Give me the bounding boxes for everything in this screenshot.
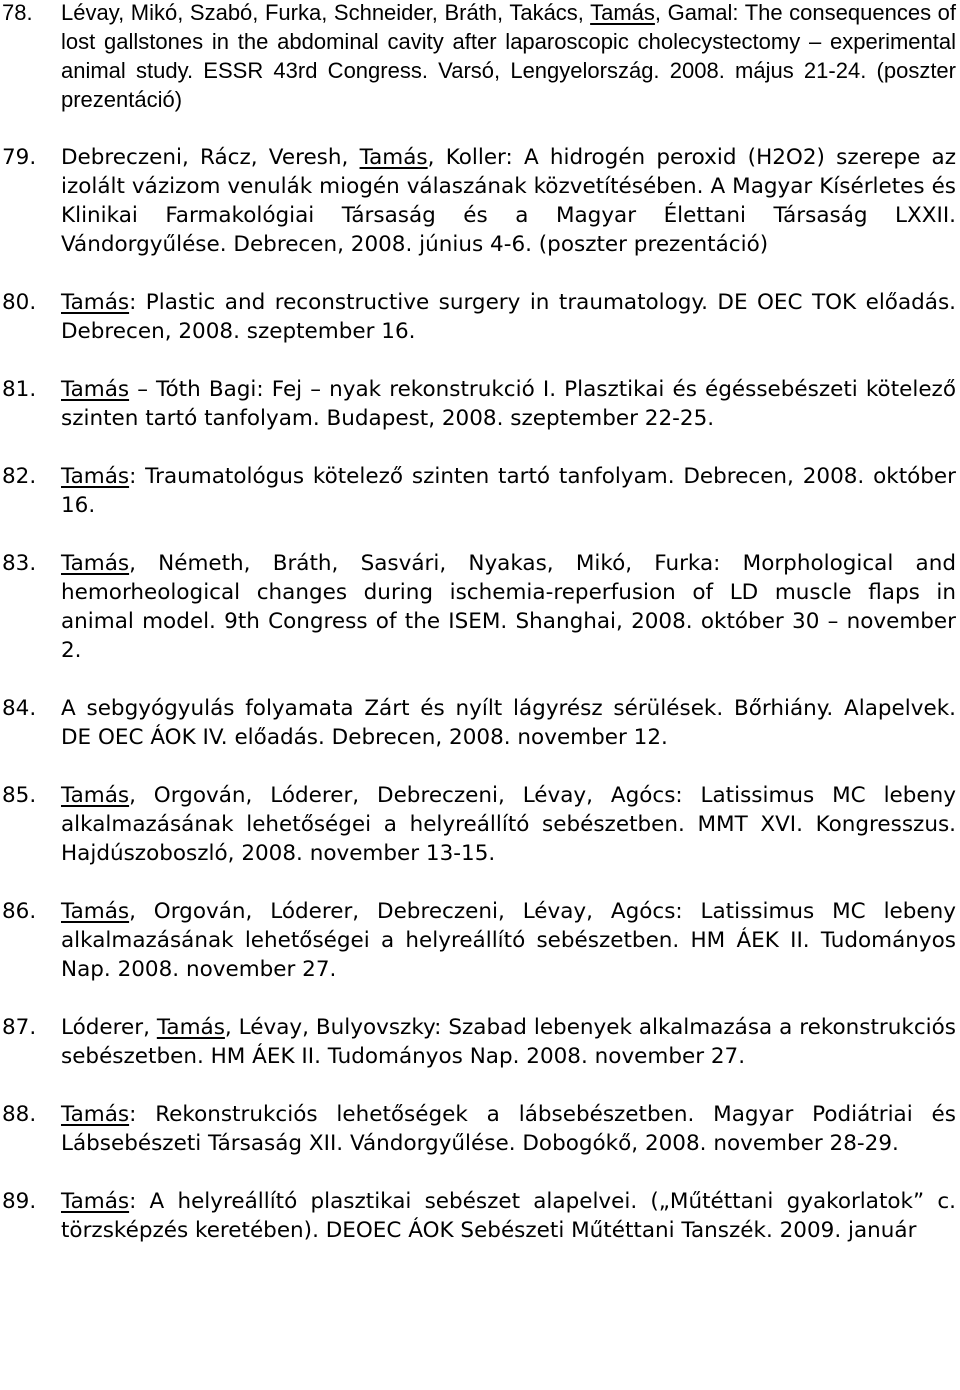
entry-text: , Koller: A hidrogén peroxid (H2O2) szerepe az izolált vázizom venulák miogén válaszának közvetítésében. A Magyar Kísérletes és Klinikai Farmakológiai Társaság és a Magyar Élettani Társaság LXXII. Vándorgyűlése. Debrecen, 2008. június 4-6. (poszter prezentáció): [61, 145, 956, 257]
author-name-underlined: Tamás: [61, 464, 130, 489]
entry-text: : A helyreállító plasztikai sebészet alapelvei. („Műtéttani gyakorlatok” c. törzsképzés keretében). DEOEC ÁOK Sebészeti Műtéttani Tanszék. 2009. január: [61, 1189, 956, 1243]
author-name-underlined: Tamás: [156, 1015, 225, 1040]
author-name-underlined: Tamás: [61, 551, 130, 576]
entry-number: 81.: [2, 377, 37, 402]
entry-number: 84.: [2, 696, 37, 721]
author-name-underlined: Tamás: [61, 783, 130, 808]
reference-entry-84: [0, 694, 960, 752]
reference-entry-81: [0, 375, 960, 433]
reference-entry-82: [0, 462, 960, 520]
entry-text: , Gamal: The consequences of lost gallstones in the abdominal cavity after laparoscopic cholecystectomy – experimental animal study. ESSR 43rd Congress. Varsó, Lengyelország. 2008. május 21-24. (poszter prezentáció): [61, 0, 956, 112]
entry-number: 89.: [2, 1189, 37, 1214]
reference-entry-78: [0, 0, 960, 114]
reference-entry-87: [0, 1013, 960, 1071]
entry-text: : Rekonstrukciós lehetőségek a lábsebészetben. Magyar Podiátriai és Lábsebészeti Társaság XII. Vándorgyűlése. Dobogókő, 2008. november 28-29.: [61, 1102, 956, 1156]
reference-entry-79: [0, 143, 960, 259]
entry-text: , Németh, Bráth, Sasvári, Nyakas, Mikó, Furka: Morphological and hemorheological changes during ischemia-reperfusion of LD muscle flaps in animal model. 9th Congress of the ISEM. Shanghai, 2008. október 30 – november 2.: [61, 551, 956, 663]
reference-entry-83: [0, 549, 960, 665]
author-name-underlined: Tamás: [61, 1189, 130, 1214]
author-name-underlined: Tamás: [61, 1102, 130, 1127]
entry-number: 86.: [2, 899, 37, 924]
entry-text: , Orgován, Lóderer, Debreczeni, Lévay, Agócs: Latissimus MC lebeny alkalmazásának lehetőségei a helyreállító sebészetben. HM ÁEK II. Tudományos Nap. 2008. november 27.: [61, 899, 956, 982]
entry-text: : Traumatológus kötelező szinten tartó tanfolyam. Debrecen, 2008. október 16.: [61, 464, 956, 518]
entry-text: Lóderer,: [61, 1015, 157, 1040]
author-name-underlined: Tamás: [61, 899, 130, 924]
entry-text: A sebgyógyulás folyamata Zárt és nyílt lágyrész sérülések. Bőrhiány. Alapelvek. DE OEC ÁOK IV. előadás. Debrecen, 2008. november 12.: [61, 696, 956, 750]
entry-text: Lévay, Mikó, Szabó, Furka, Schneider, Bráth, Takács,: [61, 0, 591, 25]
author-name-underlined: Tamás: [61, 290, 130, 315]
entry-number: 88.: [2, 1102, 37, 1127]
entry-number: 87.: [2, 1015, 37, 1040]
entry-number: 83.: [2, 551, 37, 576]
reference-entry-80: [0, 288, 960, 346]
reference-entry-86: [0, 897, 960, 984]
entry-number: 78.: [2, 0, 33, 25]
reference-entry-88: [0, 1100, 960, 1158]
entry-number: 85.: [2, 783, 37, 808]
entry-number: 82.: [2, 464, 37, 489]
author-name-underlined: Tamás: [590, 0, 655, 25]
author-name-underlined: Tamás: [61, 377, 130, 402]
reference-entry-89: [0, 1187, 960, 1245]
entry-text: , Lévay, Bulyovszky: Szabad lebenyek alkalmazása a rekonstrukciós sebészetben. HM ÁEK II. Tudományos Nap. 2008. november 27.: [61, 1015, 956, 1069]
entry-text: , Orgován, Lóderer, Debreczeni, Lévay, Agócs: Latissimus MC lebeny alkalmazásának lehetőségei a helyreállító sebészetben. MMT XVI. Kongresszus. Hajdúszoboszló, 2008. november 13-15.: [61, 783, 956, 866]
entry-number: 79.: [2, 145, 37, 170]
entry-text: – Tóth Bagi: Fej – nyak rekonstrukció I. Plasztikai és égéssebészeti kötelező szinten tartó tanfolyam. Budapest, 2008. szeptember 22-25.: [61, 377, 956, 431]
reference-entry-85: [0, 781, 960, 868]
author-name-underlined: Tamás: [359, 145, 428, 170]
entry-text: : Plastic and reconstructive surgery in traumatology. DE OEC TOK előadás. Debrecen, 2008. szeptember 16.: [61, 290, 956, 344]
entry-text: Debreczeni, Rácz, Veresh,: [61, 145, 360, 170]
entry-number: 80.: [2, 290, 37, 315]
